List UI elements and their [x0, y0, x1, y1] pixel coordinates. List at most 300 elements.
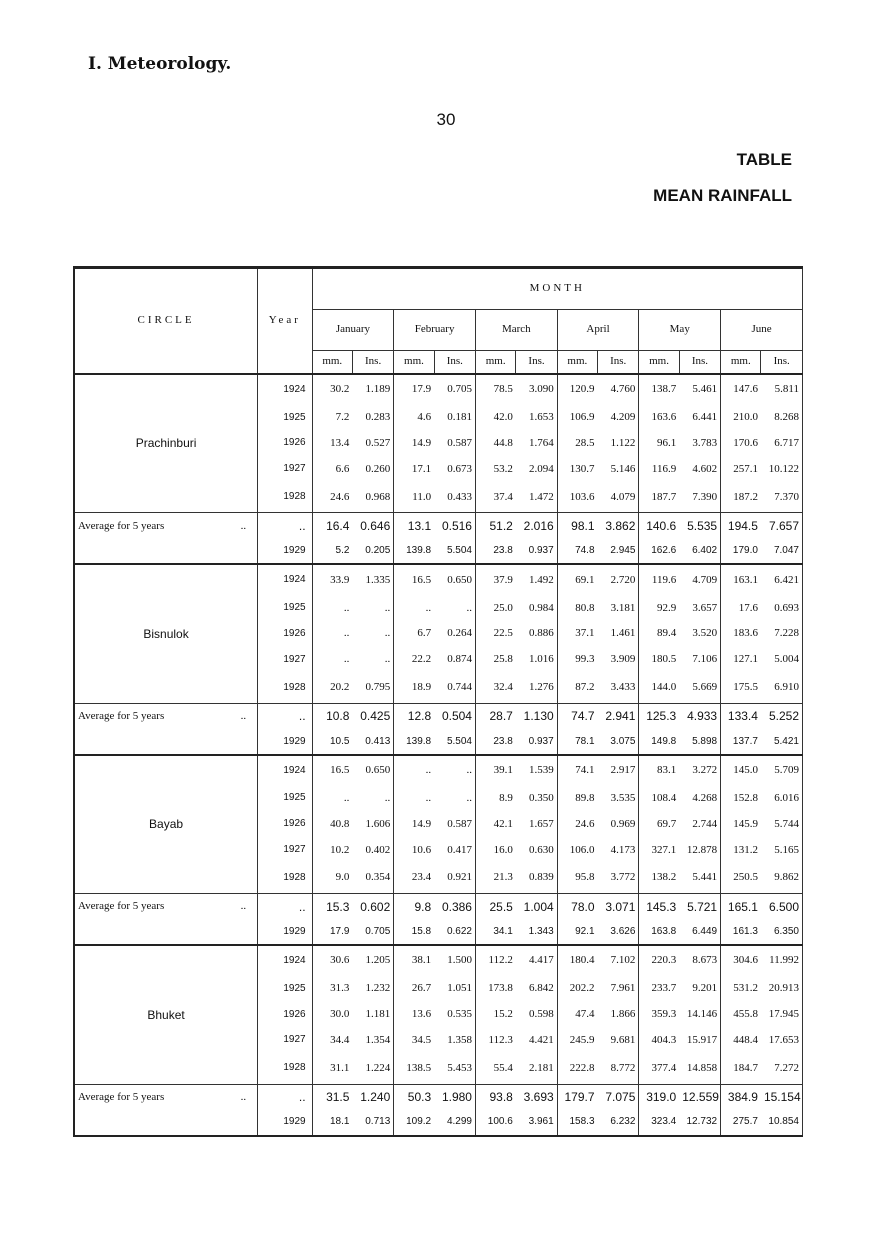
- value-mm: 22.2: [411, 653, 432, 666]
- value-mm: 78.0: [557, 894, 597, 921]
- circle-header: CIRCLE: [74, 268, 258, 375]
- table-row: [74, 945, 803, 976]
- value-ins: 10.854: [761, 1111, 803, 1136]
- value-ins: 5.721: [679, 894, 720, 921]
- value-mm: 6.7: [417, 627, 432, 640]
- value-ins: 15.154: [761, 1084, 803, 1111]
- value-mm: 87.2: [575, 681, 595, 693]
- value-ins: 4.268: [679, 786, 720, 812]
- value-ins: 7.390: [679, 482, 720, 513]
- value-mm: 137.7: [732, 735, 758, 747]
- value-mm: 131.2: [733, 843, 758, 856]
- value-mm: 16.5: [312, 755, 352, 786]
- average-row: [74, 1084, 803, 1111]
- year-cell: 1929: [258, 1111, 312, 1136]
- year-cell: 1928: [258, 673, 312, 704]
- value-ins: 7.106: [679, 647, 720, 673]
- value-ins: 0.535: [434, 1002, 475, 1028]
- value-mm: 103.6: [569, 490, 595, 503]
- value-mm: 455.8: [733, 1008, 758, 1021]
- value-mm: 173.8: [488, 982, 513, 995]
- value-ins: 8.772: [598, 1054, 639, 1085]
- value-mm: 21.3: [493, 871, 513, 884]
- value-ins: 0.622: [434, 920, 475, 945]
- value-ins: 12.732: [679, 1111, 720, 1136]
- value-ins: 0.283: [352, 405, 393, 431]
- value-mm: 100.6: [487, 1116, 513, 1128]
- unit-mm-header: mm.: [475, 351, 515, 375]
- value-mm: 170.6: [733, 436, 758, 449]
- value-mm: 69.7: [656, 817, 677, 830]
- value-mm: 98.1: [557, 513, 597, 540]
- value-ins: 5.811: [761, 374, 803, 405]
- value-mm: 74.7: [557, 703, 597, 730]
- value-mm: 138.7: [639, 374, 679, 405]
- average-label: Average for 5 years: [78, 900, 165, 913]
- year-cell: 1926: [258, 1002, 312, 1028]
- value-mm: 5.2: [335, 545, 350, 557]
- value-ins: 0.969: [598, 812, 639, 838]
- value-ins: 5.252: [761, 703, 803, 730]
- year-cell: 1927: [258, 1028, 312, 1054]
- value-mm: 17.9: [394, 374, 434, 405]
- value-ins: 3.075: [598, 730, 639, 755]
- year-cell: ..: [258, 894, 312, 921]
- next-year-row: [74, 730, 803, 755]
- value-ins: ..: [434, 786, 475, 812]
- value-ins: 6.421: [761, 564, 803, 595]
- value-mm: 18.1: [329, 1116, 350, 1128]
- value-ins: 0.181: [434, 405, 475, 431]
- blank-cell: [74, 539, 258, 564]
- value-mm: 15.3: [312, 894, 352, 921]
- value-ins: 1.657: [516, 812, 557, 838]
- value-ins: 3.961: [516, 1111, 557, 1136]
- value-mm: 25.8: [493, 653, 513, 666]
- value-ins: 0.417: [434, 837, 475, 863]
- value-mm: 140.6: [639, 513, 679, 540]
- value-mm: 145.3: [639, 894, 679, 921]
- value-mm: 55.4: [493, 1061, 513, 1074]
- month-header: March: [475, 310, 557, 351]
- value-mm: 22.5: [493, 627, 513, 640]
- value-mm: 89.4: [656, 627, 677, 640]
- value-ins: 5.504: [434, 730, 475, 755]
- value-mm: 93.8: [475, 1084, 515, 1111]
- value-mm: ..: [425, 601, 432, 614]
- value-ins: 3.520: [679, 621, 720, 647]
- value-ins: 0.744: [434, 673, 475, 704]
- value-ins: 4.760: [598, 374, 639, 405]
- value-ins: 14.858: [679, 1054, 720, 1085]
- value-mm: 14.9: [411, 817, 432, 830]
- value-ins: 7.657: [761, 513, 803, 540]
- value-ins: 15.917: [679, 1028, 720, 1054]
- value-ins: 2.917: [598, 755, 639, 786]
- month-header: June: [721, 310, 803, 351]
- value-mm: 180.4: [557, 945, 597, 976]
- value-ins: 3.862: [598, 513, 639, 540]
- value-ins: 5.535: [679, 513, 720, 540]
- value-mm: 30.2: [312, 374, 352, 405]
- value-mm: 144.0: [651, 681, 677, 693]
- unit-ins-header: Ins.: [598, 351, 639, 375]
- value-mm: 163.1: [721, 564, 761, 595]
- value-ins: 4.933: [679, 703, 720, 730]
- value-mm: 222.8: [569, 1061, 595, 1074]
- value-ins: 5.504: [434, 539, 475, 564]
- value-mm: 74.1: [557, 755, 597, 786]
- value-mm: 8.9: [499, 791, 513, 804]
- value-ins: 6.449: [679, 920, 720, 945]
- value-mm: 275.7: [732, 1116, 758, 1128]
- value-mm: 31.3: [330, 982, 350, 995]
- value-ins: 6.910: [761, 673, 803, 704]
- value-mm: 184.7: [733, 1061, 758, 1074]
- value-mm: 210.0: [733, 411, 758, 424]
- value-mm: 175.5: [733, 681, 758, 693]
- value-ins: 1.539: [516, 755, 557, 786]
- value-ins: 3.071: [598, 894, 639, 921]
- value-ins: 0.839: [516, 863, 557, 894]
- value-mm: 319.0: [639, 1084, 679, 1111]
- value-ins: 1.492: [516, 564, 557, 595]
- value-mm: ..: [343, 791, 350, 804]
- value-mm: 531.2: [733, 982, 758, 995]
- year-cell: 1926: [258, 621, 312, 647]
- value-mm: 125.3: [639, 703, 679, 730]
- value-ins: 0.205: [352, 539, 393, 564]
- year-cell: 1924: [258, 755, 312, 786]
- value-ins: 6.350: [761, 920, 803, 945]
- value-ins: 8.268: [761, 405, 803, 431]
- value-ins: 7.961: [598, 976, 639, 1002]
- value-mm: 69.1: [557, 564, 597, 595]
- value-ins: 1.205: [352, 945, 393, 976]
- value-ins: 1.764: [516, 431, 557, 457]
- value-ins: 1.240: [352, 1084, 393, 1111]
- average-label: Average for 5 years: [78, 1090, 165, 1103]
- value-ins: 20.913: [761, 976, 803, 1002]
- value-ins: 1.276: [516, 673, 557, 704]
- value-mm: 138.5: [406, 1061, 432, 1074]
- year-cell: ..: [258, 1084, 312, 1111]
- value-ins: 3.657: [679, 595, 720, 621]
- value-ins: 12.559: [679, 1084, 720, 1111]
- value-mm: 257.1: [733, 462, 758, 475]
- value-mm: 37.4: [493, 490, 513, 503]
- unit-mm-header: mm.: [639, 351, 679, 375]
- value-ins: 1.181: [352, 1002, 393, 1028]
- value-ins: 4.079: [598, 482, 639, 513]
- value-mm: 138.2: [651, 871, 677, 884]
- unit-ins-header: Ins.: [679, 351, 720, 375]
- value-mm: 233.7: [651, 982, 677, 995]
- value-mm: 23.4: [411, 871, 432, 884]
- value-mm: 13.1: [394, 513, 434, 540]
- value-mm: 13.4: [330, 436, 350, 449]
- value-mm: ..: [425, 791, 432, 804]
- value-mm: 47.4: [575, 1008, 595, 1021]
- value-ins: 0.354: [352, 863, 393, 894]
- year-cell: ..: [258, 703, 312, 730]
- value-mm: 4.6: [417, 411, 432, 424]
- value-mm: 89.8: [575, 791, 595, 804]
- year-cell: 1928: [258, 863, 312, 894]
- value-mm: 250.5: [733, 871, 758, 884]
- value-mm: 32.4: [493, 681, 513, 693]
- value-ins: 3.909: [598, 647, 639, 673]
- value-mm: 33.9: [312, 564, 352, 595]
- value-ins: 0.598: [516, 1002, 557, 1028]
- value-ins: 9.681: [598, 1028, 639, 1054]
- value-ins: 0.650: [352, 755, 393, 786]
- page-number: 30: [436, 110, 456, 129]
- value-mm: 119.6: [639, 564, 679, 595]
- value-ins: 0.587: [434, 431, 475, 457]
- value-ins: 7.272: [761, 1054, 803, 1085]
- value-mm: 34.1: [493, 925, 513, 937]
- value-ins: 3.693: [516, 1084, 557, 1111]
- value-mm: 31.1: [330, 1061, 350, 1074]
- value-mm: 106.9: [569, 411, 595, 424]
- unit-mm-header: mm.: [557, 351, 597, 375]
- year-cell: 1926: [258, 431, 312, 457]
- value-ins: 3.433: [598, 673, 639, 704]
- value-mm: 16.5: [394, 564, 434, 595]
- average-row: [74, 703, 803, 730]
- unit-ins-header: Ins.: [516, 351, 557, 375]
- value-ins: 7.228: [761, 621, 803, 647]
- year-cell: 1927: [258, 647, 312, 673]
- value-ins: 7.102: [598, 945, 639, 976]
- value-mm: 10.6: [411, 843, 432, 856]
- value-ins: 10.122: [761, 457, 803, 483]
- value-mm: 152.8: [733, 791, 758, 804]
- value-mm: 92.1: [575, 925, 595, 937]
- value-ins: 0.260: [352, 457, 393, 483]
- value-ins: 7.370: [761, 482, 803, 513]
- value-ins: 5.744: [761, 812, 803, 838]
- value-mm: 80.8: [575, 601, 595, 614]
- table-title: MEAN RAINFALL: [653, 186, 792, 205]
- value-ins: ..: [434, 755, 475, 786]
- value-ins: 0.693: [761, 595, 803, 621]
- value-ins: 6.402: [679, 539, 720, 564]
- value-ins: 0.673: [434, 457, 475, 483]
- year-cell: 1926: [258, 812, 312, 838]
- value-ins: 1.461: [598, 621, 639, 647]
- value-ins: 9.201: [679, 976, 720, 1002]
- year-cell: 1928: [258, 1054, 312, 1085]
- value-mm: 14.9: [411, 436, 432, 449]
- value-mm: 145.0: [721, 755, 761, 786]
- value-ins: 1.232: [352, 976, 393, 1002]
- value-mm: 24.6: [575, 817, 595, 830]
- value-ins: 6.441: [679, 405, 720, 431]
- value-ins: 0.516: [434, 513, 475, 540]
- value-ins: 5.461: [679, 374, 720, 405]
- value-ins: 3.772: [598, 863, 639, 894]
- leader-dots: ..: [240, 1090, 247, 1103]
- month-header: January: [312, 310, 394, 351]
- value-mm: 130.7: [569, 462, 595, 475]
- value-mm: 9.0: [335, 871, 350, 884]
- value-ins: 0.937: [516, 730, 557, 755]
- value-ins: 5.441: [679, 863, 720, 894]
- value-ins: 1.343: [516, 920, 557, 945]
- value-mm: 83.1: [639, 755, 679, 786]
- value-ins: 6.500: [761, 894, 803, 921]
- value-ins: 1.866: [598, 1002, 639, 1028]
- value-ins: 2.181: [516, 1054, 557, 1085]
- year-cell: 1928: [258, 482, 312, 513]
- value-mm: 78.1: [575, 735, 595, 747]
- value-mm: 25.0: [493, 601, 513, 614]
- value-mm: 38.1: [394, 945, 434, 976]
- value-mm: 133.4: [721, 703, 761, 730]
- value-mm: 183.6: [733, 627, 758, 640]
- value-ins: 4.417: [516, 945, 557, 976]
- value-ins: 6.016: [761, 786, 803, 812]
- value-mm: 10.5: [329, 735, 350, 747]
- leader-dots: ..: [240, 710, 247, 722]
- value-mm: 10.8: [312, 703, 352, 730]
- value-mm: 9.8: [394, 894, 434, 921]
- year-cell: 1924: [258, 945, 312, 976]
- unit-ins-header: Ins.: [352, 351, 393, 375]
- value-mm: 12.8: [394, 703, 434, 730]
- value-ins: 2.016: [516, 513, 557, 540]
- average-row: [74, 894, 803, 921]
- table-row: [74, 755, 803, 786]
- circle-name: Bisnulok: [74, 564, 258, 703]
- value-ins: 8.673: [679, 945, 720, 976]
- value-mm: 448.4: [733, 1033, 758, 1046]
- value-ins: 0.984: [516, 595, 557, 621]
- value-mm: 37.9: [475, 564, 515, 595]
- average-row: [74, 513, 803, 540]
- value-mm: 323.4: [651, 1116, 677, 1128]
- value-ins: 2.945: [598, 539, 639, 564]
- value-mm: 16.0: [493, 843, 513, 856]
- value-ins: 2.720: [598, 564, 639, 595]
- value-mm: 384.9: [721, 1084, 761, 1111]
- value-mm: 13.6: [411, 1008, 432, 1021]
- average-label: Average for 5 years: [78, 710, 165, 722]
- table-label: TABLE: [736, 150, 792, 169]
- value-ins: 5.004: [761, 647, 803, 673]
- value-mm: 17.9: [329, 925, 350, 937]
- value-ins: 4.602: [679, 457, 720, 483]
- value-ins: 2.094: [516, 457, 557, 483]
- value-ins: 3.626: [598, 920, 639, 945]
- value-mm: 50.3: [394, 1084, 434, 1111]
- value-ins: 0.630: [516, 837, 557, 863]
- value-mm: 40.8: [330, 817, 350, 830]
- value-ins: 0.402: [352, 837, 393, 863]
- value-ins: 4.421: [516, 1028, 557, 1054]
- value-mm: 18.9: [411, 681, 432, 693]
- value-ins: 3.535: [598, 786, 639, 812]
- value-ins: 5.453: [434, 1054, 475, 1085]
- value-ins: 9.862: [761, 863, 803, 894]
- value-mm: 42.0: [493, 411, 513, 424]
- value-ins: 1.016: [516, 647, 557, 673]
- value-ins: 11.992: [761, 945, 803, 976]
- value-mm: 179.0: [732, 545, 758, 557]
- value-mm: 34.4: [330, 1033, 350, 1046]
- value-ins: 0.602: [352, 894, 393, 921]
- value-mm: 23.8: [493, 545, 513, 557]
- next-year-row: [74, 539, 803, 564]
- value-ins: 0.386: [434, 894, 475, 921]
- year-cell: 1927: [258, 457, 312, 483]
- value-ins: 1.358: [434, 1028, 475, 1054]
- average-label-cell: [74, 703, 258, 730]
- value-mm: 165.1: [721, 894, 761, 921]
- blank-cell: [74, 920, 258, 945]
- value-ins: 1.980: [434, 1084, 475, 1111]
- year-cell: 1925: [258, 786, 312, 812]
- value-mm: 74.8: [575, 545, 595, 557]
- value-ins: 0.350: [516, 786, 557, 812]
- value-ins: 0.646: [352, 513, 393, 540]
- section-title: I. Meteorology.: [88, 54, 232, 74]
- mean-rainfall-table: [73, 266, 803, 1137]
- value-ins: 1.189: [352, 374, 393, 405]
- value-ins: 0.886: [516, 621, 557, 647]
- value-ins: 0.587: [434, 812, 475, 838]
- value-ins: 0.433: [434, 482, 475, 513]
- value-mm: 95.8: [575, 871, 595, 884]
- value-mm: 7.2: [335, 411, 350, 424]
- value-mm: 108.4: [651, 791, 677, 804]
- value-mm: 245.9: [569, 1033, 595, 1046]
- value-ins: 5.146: [598, 457, 639, 483]
- value-mm: ..: [343, 653, 350, 666]
- circle-name: Bayab: [74, 755, 258, 894]
- value-mm: 15.8: [411, 925, 432, 937]
- month-group-header: MONTH: [312, 268, 802, 310]
- value-ins: ..: [352, 786, 393, 812]
- value-ins: 3.090: [516, 374, 557, 405]
- value-ins: 4.173: [598, 837, 639, 863]
- value-mm: 109.2: [406, 1116, 432, 1128]
- value-ins: 7.047: [761, 539, 803, 564]
- value-mm: ..: [343, 601, 350, 614]
- value-mm: 6.6: [335, 462, 350, 475]
- value-mm: 96.1: [656, 436, 677, 449]
- value-mm: 187.2: [733, 490, 758, 503]
- value-mm: 327.1: [651, 843, 677, 856]
- month-header: February: [394, 310, 476, 351]
- value-ins: 0.264: [434, 621, 475, 647]
- value-ins: ..: [352, 621, 393, 647]
- value-mm: 179.7: [557, 1084, 597, 1111]
- average-label-cell: [74, 513, 258, 540]
- value-ins: 3.181: [598, 595, 639, 621]
- value-mm: 23.8: [493, 735, 513, 747]
- value-ins: 6.232: [598, 1111, 639, 1136]
- value-mm: 20.2: [330, 681, 350, 693]
- value-mm: 17.1: [411, 462, 432, 475]
- value-ins: 2.941: [598, 703, 639, 730]
- value-mm: 116.9: [651, 462, 677, 475]
- value-mm: 34.5: [411, 1033, 432, 1046]
- value-ins: 5.421: [761, 730, 803, 755]
- value-ins: 1.354: [352, 1028, 393, 1054]
